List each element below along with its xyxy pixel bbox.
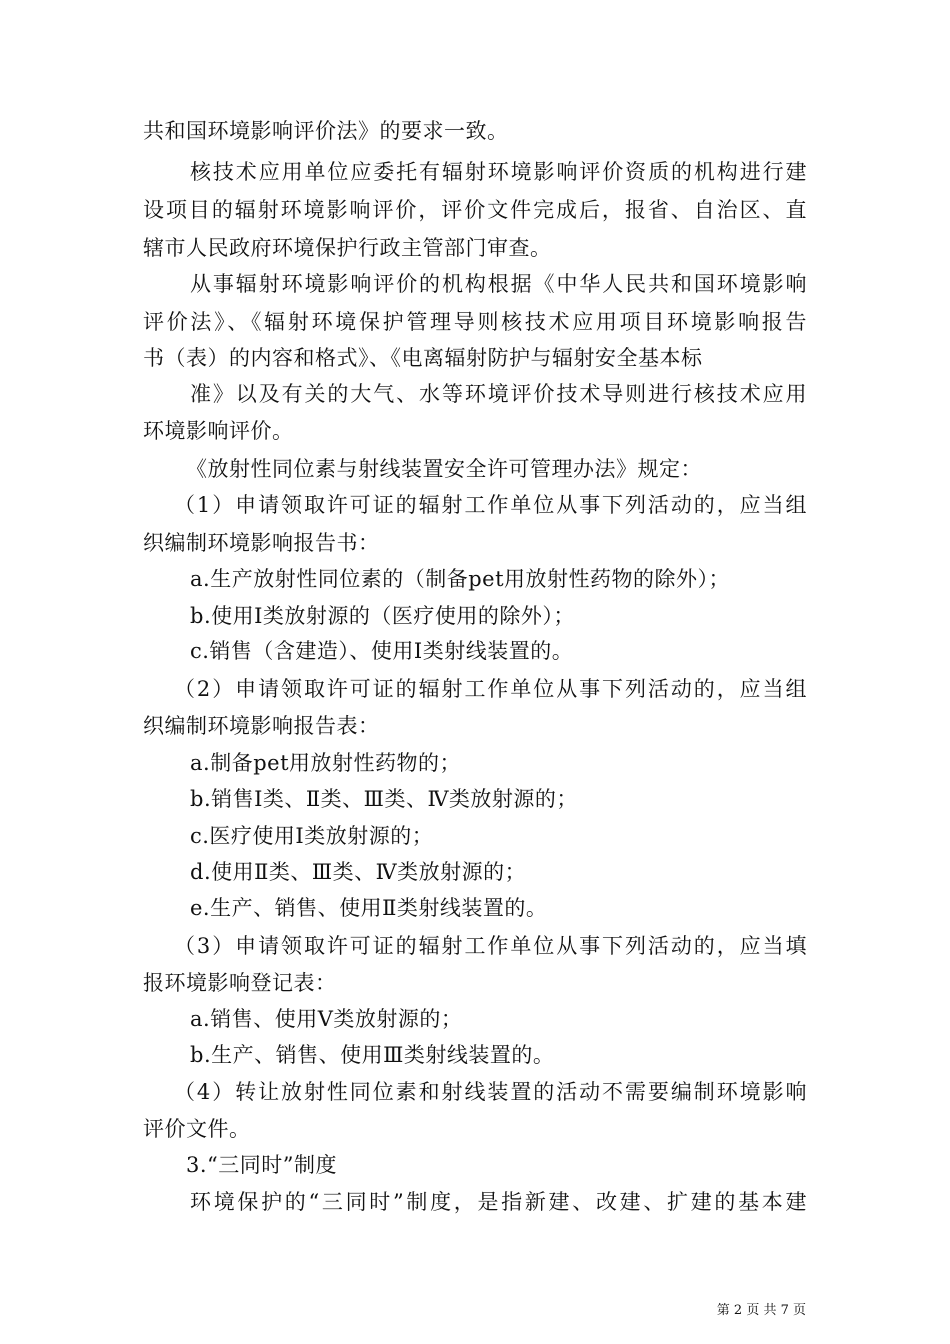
section-heading: 3.“三同时”制度: [186, 1153, 338, 1177]
text-line: c.医疗使用Ⅰ类放射源的；: [190, 824, 434, 848]
text-line: （1）申请领取许可证的辐射工作单位从事下列活动的，应当组: [174, 493, 807, 517]
text-line: 报环境影响登记表：: [143, 971, 337, 995]
text-line: 评价文件。: [143, 1117, 251, 1141]
text-line: （3）申请领取许可证的辐射工作单位从事下列活动的，应当填: [174, 934, 807, 958]
text-line: d.使用Ⅱ类、Ⅲ类、Ⅳ类放射源的；: [190, 860, 527, 884]
text-line: （4）转让放射性同位素和射线装置的活动不需要编制环境影响: [174, 1080, 807, 1104]
text-line: e.生产、销售、使用Ⅱ类射线装置的。: [190, 896, 548, 920]
page-number: 第 2 页 共 7 页: [716, 1303, 806, 1318]
text-line: （2）申请领取许可证的辐射工作单位从事下列活动的，应当组: [174, 677, 807, 701]
text-line: 从事辐射环境影响评价的机构根据《中华人民共和国环境影响: [190, 272, 807, 296]
text-line: b.生产、销售、使用Ⅲ类射线装置的。: [190, 1043, 555, 1067]
text-line: a.销售、使用Ⅴ类放射源的；: [190, 1007, 463, 1031]
text-line: 织编制环境影响报告书：: [143, 531, 380, 555]
text-line: a.生产放射性同位素的（制备pet用放射性药物的除外）；: [190, 567, 731, 591]
text-line: b.使用Ⅰ类放射源的（医疗使用的除外）；: [190, 604, 575, 628]
text-line: 书（表）的内容和格式》、《电离辐射防护与辐射安全基本标: [143, 346, 703, 370]
text-line: c.销售（含建造）、使用Ⅰ类射线装置的。: [190, 639, 574, 663]
text-line: 织编制环境影响报告表：: [143, 714, 380, 738]
text-line: a.制备pet用放射性药物的；: [190, 751, 462, 775]
text-line: 共和国环境影响评价法》的要求一致。: [143, 119, 509, 143]
text-line: 设项目的辐射环境影响评价，评价文件完成后，报省、自治区、直: [143, 198, 807, 222]
text-line: 评价法》、《辐射环境保护管理导则核技术应用项目环境影响报告: [143, 310, 807, 334]
text-line: 辖市人民政府环境保护行政主管部门审查。: [143, 236, 552, 260]
text-line: 环境影响评价。: [143, 419, 294, 443]
text-line: 准》以及有关的大气、水等环境评价技术导则进行核技术应用: [190, 382, 807, 406]
text-line: b.销售Ⅰ类、Ⅱ类、Ⅲ类、Ⅳ类放射源的；: [190, 787, 578, 811]
text-line: 核技术应用单位应委托有辐射环境影响评价资质的机构进行建: [190, 160, 807, 184]
text-line: 《放射性同位素与射线装置安全许可管理办法》规定：: [186, 457, 702, 481]
text-line: 环境保护的“三同时”制度，是指新建、改建、扩建的基本建: [190, 1190, 807, 1214]
